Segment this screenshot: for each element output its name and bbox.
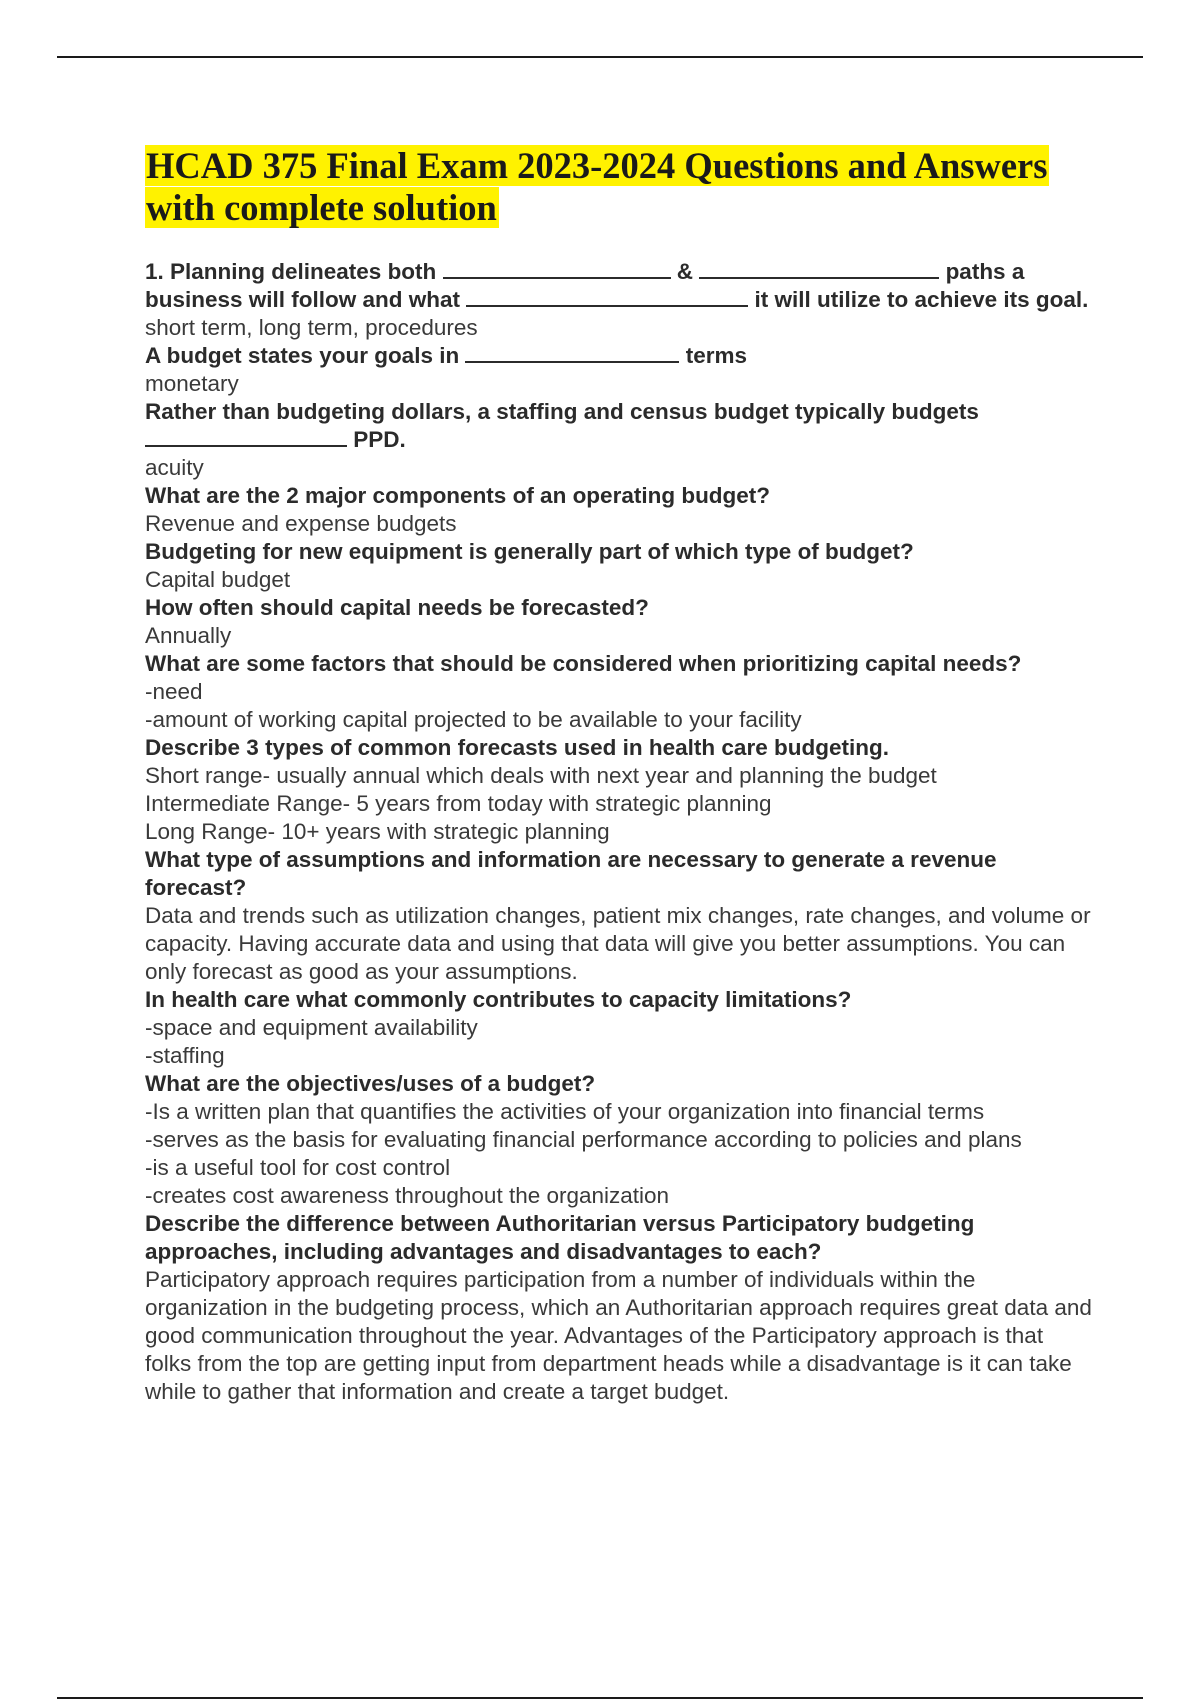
answer-blank	[466, 287, 748, 307]
answer-11-line: -Is a written plan that quantifies the activities of your organization into financial terms	[145, 1099, 985, 1124]
answer-9: Data and trends such as utilization changes, patient mix changes, rate changes, and volume or capacity. Having accurate data and using that data will give you better assumptions. You can only forecast as good as your assumptions.	[145, 903, 1091, 984]
answer-12: Participatory approach requires participation from a number of individuals within the organization in the budgeting process, which an Authoritarian approach requires great data and good communication throughout the year. Advantages of the Participatory approach is that folks from the top are getting input from department heads while a disadvantage is it can take while to gather that information and create a target budget.	[145, 1267, 1092, 1404]
answer-5: Capital budget	[145, 567, 291, 592]
title-highlight: HCAD 375 Final Exam 2023-2024 Questions and Answers with complete solution	[146, 145, 1048, 228]
answer-6: Annually	[145, 623, 232, 648]
question-10: In health care what commonly contributes to capacity limitations?	[145, 987, 852, 1012]
answer-7-line: -need	[145, 679, 203, 704]
question-answer-list	[145, 258, 1095, 1406]
question-2: A budget states your goals in terms	[145, 343, 748, 368]
answer-7-line: -amount of working capital projected to be available to your facility	[145, 707, 802, 732]
answer-8-line: Short range- usually annual which deals with next year and planning the budget	[145, 763, 937, 788]
answer-blank	[145, 427, 347, 447]
answer-blank	[443, 259, 671, 279]
question-12: Describe the difference between Authoritarian versus Participatory budgeting approaches, including advantages and disadvantages to each?	[145, 1211, 975, 1264]
answer-11-line: -is a useful tool for cost control	[145, 1155, 451, 1180]
header-rule	[57, 56, 1143, 58]
answer-1: short term, long term, procedures	[145, 315, 478, 340]
question-11: What are the objectives/uses of a budget?	[145, 1071, 596, 1096]
question-9: What type of assumptions and information are necessary to generate a revenue forecast?	[145, 847, 997, 900]
answer-11-line: -creates cost awareness throughout the organization	[145, 1183, 670, 1208]
footer-rule	[57, 1697, 1143, 1699]
answer-blank	[465, 343, 679, 363]
answer-11-line: -serves as the basis for evaluating financial performance according to policies and plans	[145, 1127, 1022, 1152]
answer-8-line: Intermediate Range- 5 years from today with strategic planning	[145, 791, 772, 816]
document-title	[145, 145, 1105, 229]
answer-4: Revenue and expense budgets	[145, 511, 457, 536]
question-6: How often should capital needs be forecasted?	[145, 595, 649, 620]
answer-blank	[699, 259, 939, 279]
question-7: What are some factors that should be considered when prioritizing capital needs?	[145, 651, 1022, 676]
answer-8-line: Long Range- 10+ years with strategic planning	[145, 819, 610, 844]
question-4: What are the 2 major components of an operating budget?	[145, 483, 771, 508]
question-8: Describe 3 types of common forecasts used in health care budgeting.	[145, 735, 889, 760]
question-3: Rather than budgeting dollars, a staffing and census budget typically budgets PPD.	[145, 399, 979, 452]
question-1: 1. Planning delineates both & paths a business will follow and what it will utilize to achieve its goal.	[145, 259, 1089, 312]
answer-10-line: -space and equipment availability	[145, 1015, 478, 1040]
answer-10-line: -staffing	[145, 1043, 225, 1068]
question-5: Budgeting for new equipment is generally part of which type of budget?	[145, 539, 914, 564]
answer-3: acuity	[145, 455, 204, 480]
answer-2: monetary	[145, 371, 239, 396]
